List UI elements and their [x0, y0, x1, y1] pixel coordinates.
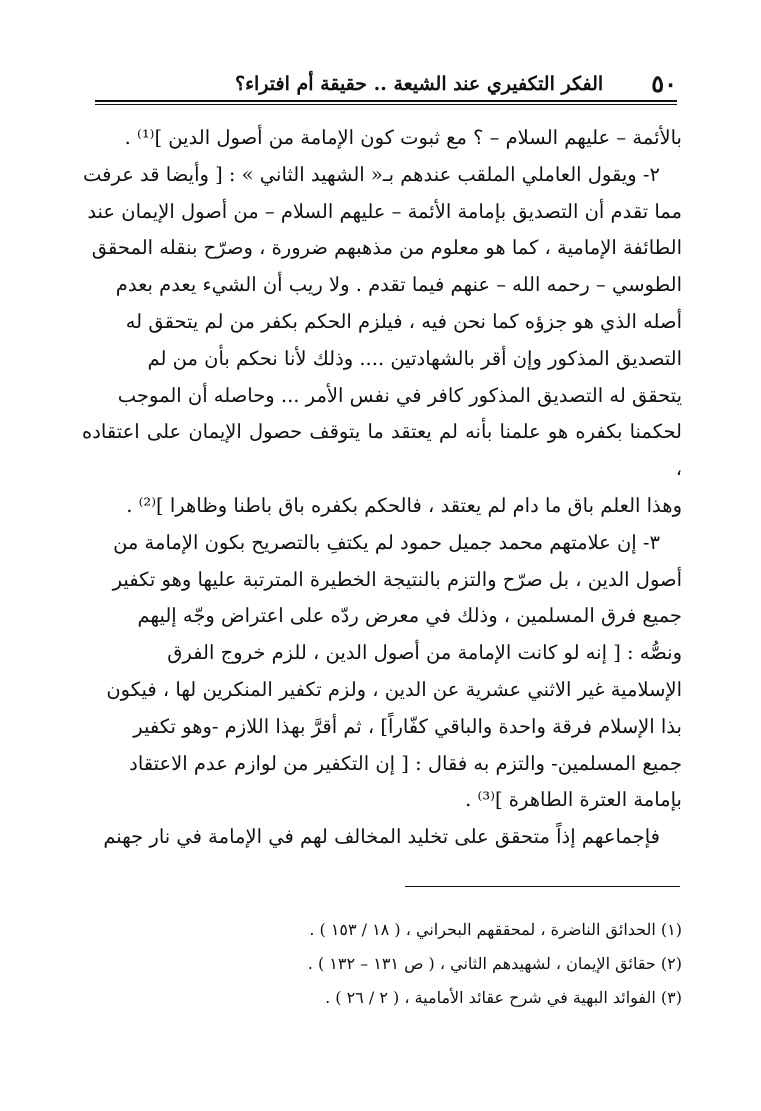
main-text [82, 120, 682, 856]
text-line: التصديق المذكور وإن أقر بالشهادتين .... وذلك لأنا نحكم بأن من لم [147, 346, 682, 370]
footnote-1: (١) الحدائق الناضرة ، لمحققهم البحراني ، ( ١٨ / ١٥٣ ) . [309, 920, 682, 939]
text-line: الطوسي – رحمه الله – عنهم فيما تقدم . ولا ريب أن الشيء يعدم بعدم [115, 273, 682, 297]
text-line: وهذا العلم باق ما دام لم يعتقد ، فالحكم بكفره باق باطنا وظاهرا ]⁽²⁾ . [126, 493, 682, 517]
page-number: ٥٠ [651, 69, 677, 98]
footnote-3: (٣) الفوائد البهية في شرح عقائد الأمامية ، ( ٢ / ٢٦ ) . [325, 988, 682, 1007]
text-line: فإجماعهم إذاً متحقق على تخليد المخالف لهم في الإمامة في نار جهنم [103, 825, 660, 849]
text-line: أصله الذي هو جزؤه كما نحن فيه ، فيلزم الحكم بكفر من لم يتحقق له [125, 309, 682, 333]
text-line: مما تقدم أن التصديق بإمامة الأئمة – عليهم السلام – من أصول الإيمان عند [87, 199, 682, 223]
text-line: جميع المسلمين- والتزم به فقال : [ إن التكفير من لوازم عدم الاعتقاد [129, 751, 682, 775]
text-line: لحكمنا بكفره هو علمنا بأنه لم يعتقد ما يتوقف حصول الإيمان على اعتقاده ، [82, 420, 682, 481]
text-line: بإمامة العترة الطاهرة ]⁽³⁾ . [465, 788, 682, 812]
text-line: ونصُّه : [ إنه لو كانت الإمامة من أصول الدين ، للزم خروج الفرق [167, 641, 682, 665]
text-line: الإسلامية غير الاثني عشرية عن الدين ، ولزم تكفير المنكرين لها ، فيكون [106, 677, 682, 701]
page-header [95, 68, 677, 100]
running-title: الفكر التكفيري عند الشيعة .. حقيقة أم افتراء؟ [235, 73, 604, 95]
text-line: أصول الدين ، بل صرّح والتزم بالنتيجة الخطيرة المترتبة عليها وهو تكفير [112, 567, 682, 591]
footnotes [90, 913, 682, 1015]
text-line: الطائفة الإمامية ، كما هو معلوم من مذهبهم ضرورة ، وصرّح بنقله المحقق [91, 236, 682, 260]
header-rule-thin [95, 104, 677, 105]
footnote-separator [405, 886, 680, 887]
footnote-2: (٢) حقائق الإيمان ، لشهيدهم الثاني ، ( ص ١٣١ – ١٣٢ ) . [307, 954, 682, 973]
text-line: بالأئمة – عليهم السلام – ؟ مع ثبوت كون الإمامة من أصول الدين ]⁽¹⁾ . [124, 126, 682, 149]
text-line: ٣- إن علامتهم محمد جميل حمود لم يكتفِ بالتصريح بكون الإمامة من [113, 530, 660, 554]
text-line: بذا الإسلام فرقة واحدة والباقي كفّاراً] ، ثم أقرَّ بهذا اللازم -وهو تكفير [133, 714, 682, 738]
header-rule [95, 100, 677, 102]
text-line: يتحقق له التصديق المذكور كافر في نفس الأمر ... وحاصله أن الموجب [117, 383, 682, 407]
text-line: جميع فرق المسلمين ، وذلك في معرض ردّه على اعتراض وجّه إليهم [137, 604, 682, 628]
text-line: ٢- ويقول العاملي الملقب عندهم بـ« الشهيد الثاني » : [ وأيضا قد عرفت [82, 162, 660, 186]
